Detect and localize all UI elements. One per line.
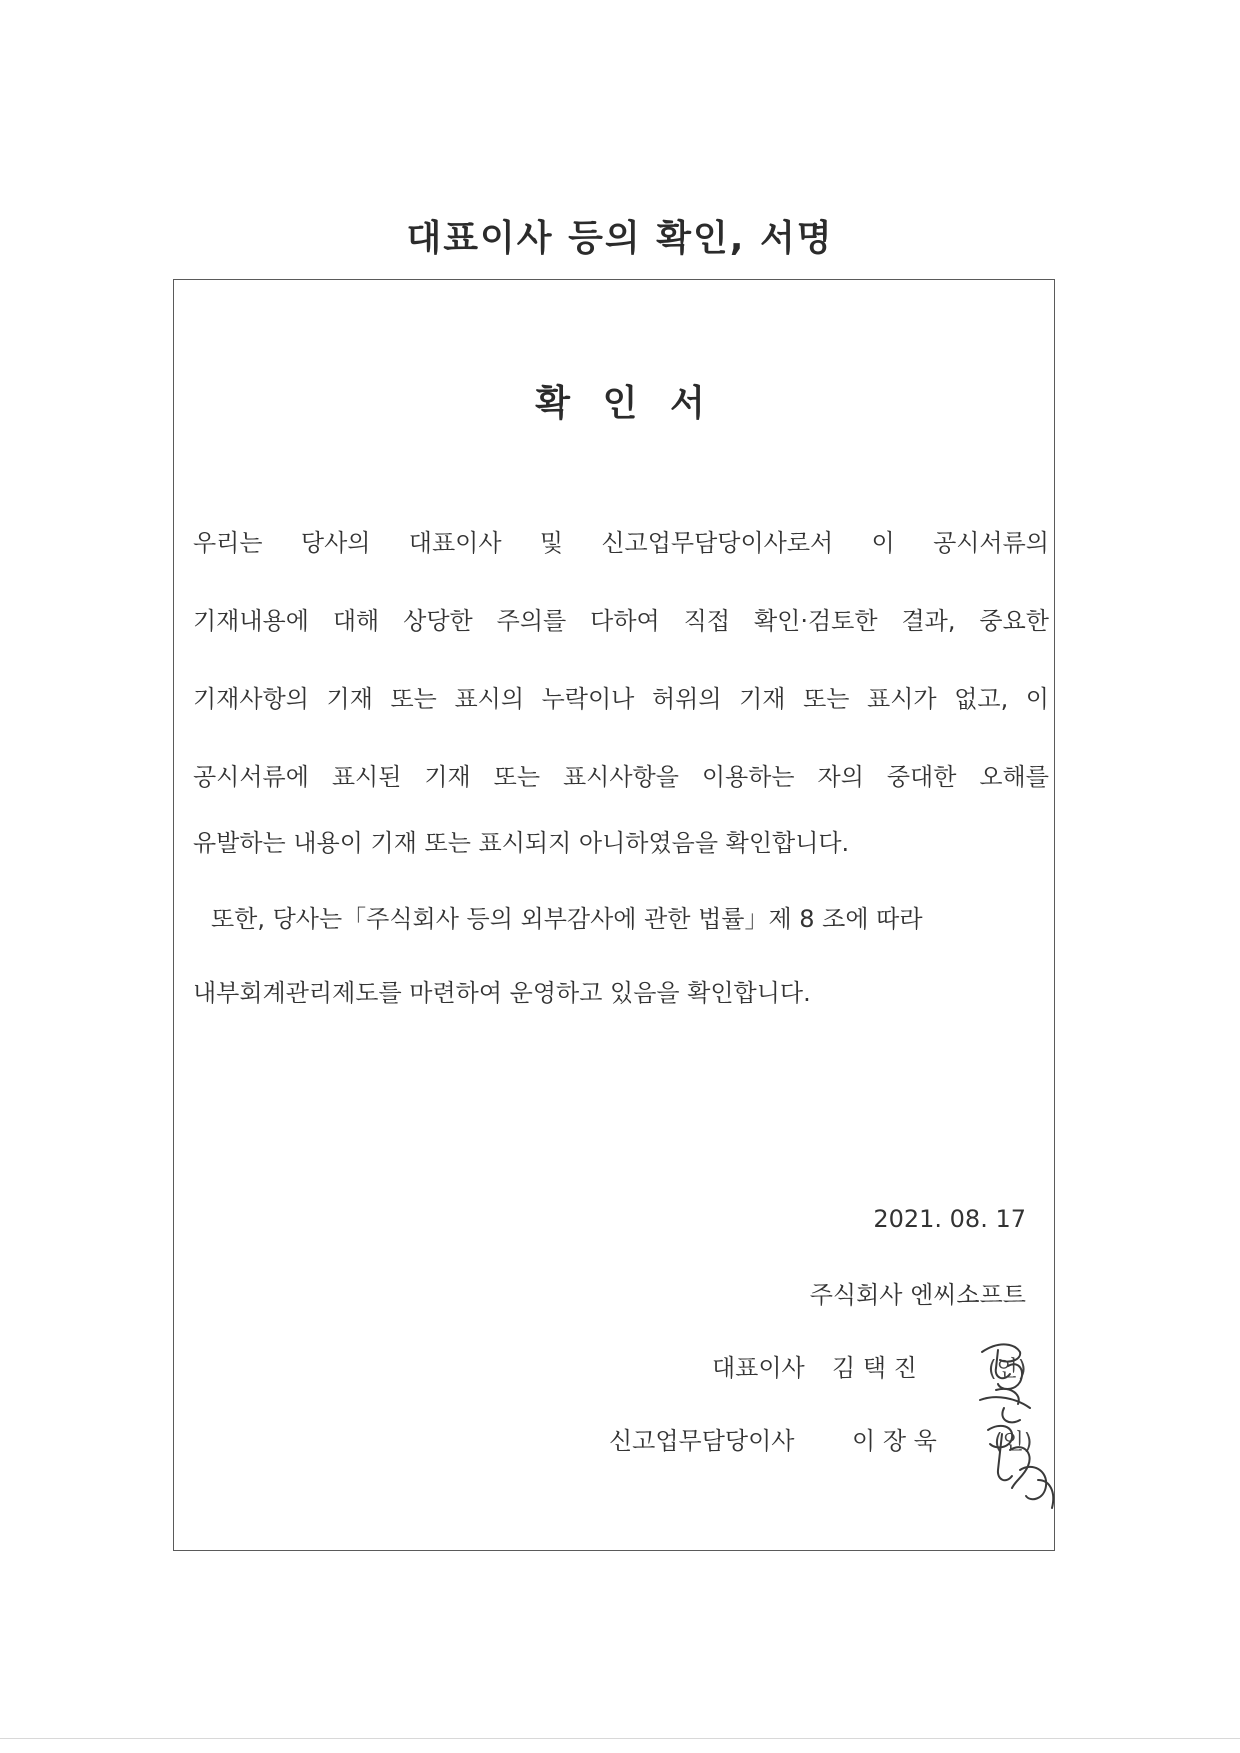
document-date: 2021. 08. 17 bbox=[873, 1205, 1026, 1233]
ceo-seal: (인) bbox=[988, 1357, 1027, 1382]
word: 없고, bbox=[954, 685, 1009, 713]
word: 대표이사 bbox=[408, 529, 502, 557]
word: 이 bbox=[1025, 685, 1049, 713]
paragraph1-line1 bbox=[193, 526, 1049, 560]
word: 기재 bbox=[739, 685, 786, 713]
ceo-role: 대표이사 bbox=[712, 1354, 805, 1382]
word: 누락이나 bbox=[541, 685, 635, 713]
word: 허위의 bbox=[651, 685, 722, 713]
heading-char: 인 bbox=[602, 383, 638, 424]
word: 직접 bbox=[683, 607, 731, 635]
paragraph1-line5: 유발하는 내용이 기재 또는 표시되지 아니하였음을 확인합니다. bbox=[193, 829, 850, 857]
paragraph1-line3 bbox=[193, 682, 1049, 716]
word: 중요한 bbox=[979, 607, 1049, 635]
paragraph1-line4 bbox=[193, 760, 1049, 794]
word: 표시사항을 bbox=[562, 763, 679, 791]
word: 결과, bbox=[901, 607, 956, 635]
paragraph2-line1: 또한, 당사는「주식회사 등의 외부감사에 관한 법률」제 8 조에 따라 bbox=[211, 905, 923, 933]
word: 기재사항의 bbox=[193, 685, 309, 713]
word: 당사의 bbox=[300, 529, 371, 557]
word: 신고업무담당이사로서 bbox=[601, 529, 834, 557]
word: 상당한 bbox=[403, 607, 473, 635]
heading-char: 서 bbox=[669, 383, 705, 424]
handwritten-signature-image bbox=[960, 1330, 1080, 1530]
officer-seal: (인) bbox=[994, 1430, 1033, 1455]
word: 중대한 bbox=[886, 763, 957, 791]
word: 주의를 bbox=[496, 607, 567, 635]
word: 기재내용에 bbox=[193, 607, 309, 635]
word: 표시된 bbox=[331, 763, 402, 791]
word: 자의 bbox=[817, 763, 864, 791]
word: 공시서류의 bbox=[933, 529, 1049, 557]
paragraph2-line2: 내부회계관리제도를 마련하여 운영하고 있음을 확인합니다. bbox=[193, 979, 811, 1007]
word: 표시의 bbox=[454, 685, 525, 713]
officer-role: 신고업무담당이사 bbox=[609, 1427, 795, 1455]
company-name: 주식회사 엔씨소프트 bbox=[809, 1281, 1026, 1309]
document-heading bbox=[0, 375, 1240, 426]
ceo-name: 김 택 진 bbox=[832, 1354, 917, 1382]
word: 기재 bbox=[326, 685, 373, 713]
word: 이용하는 bbox=[701, 763, 795, 791]
officer-name: 이 장 욱 bbox=[852, 1427, 937, 1455]
word: 이 bbox=[871, 529, 895, 557]
word: 오해를 bbox=[979, 763, 1049, 791]
word: 표시가 bbox=[867, 685, 937, 713]
word: 다하여 bbox=[590, 607, 660, 635]
word: 대해 bbox=[332, 607, 380, 635]
word: 공시서류에 bbox=[193, 763, 309, 791]
word: 또는 bbox=[803, 685, 850, 713]
word: 기재 bbox=[424, 763, 471, 791]
paragraph1-line2 bbox=[193, 604, 1049, 638]
word: 우리는 bbox=[193, 529, 263, 557]
word: 및 bbox=[539, 529, 564, 557]
word: 확인·검토한 bbox=[753, 607, 878, 635]
word: 또는 bbox=[493, 763, 541, 791]
heading-char: 확 bbox=[535, 383, 571, 424]
scan-edge-line bbox=[0, 1738, 1240, 1739]
word: 또는 bbox=[390, 685, 437, 713]
page-title: 대표이사 등의 확인, 서명 bbox=[406, 218, 834, 259]
